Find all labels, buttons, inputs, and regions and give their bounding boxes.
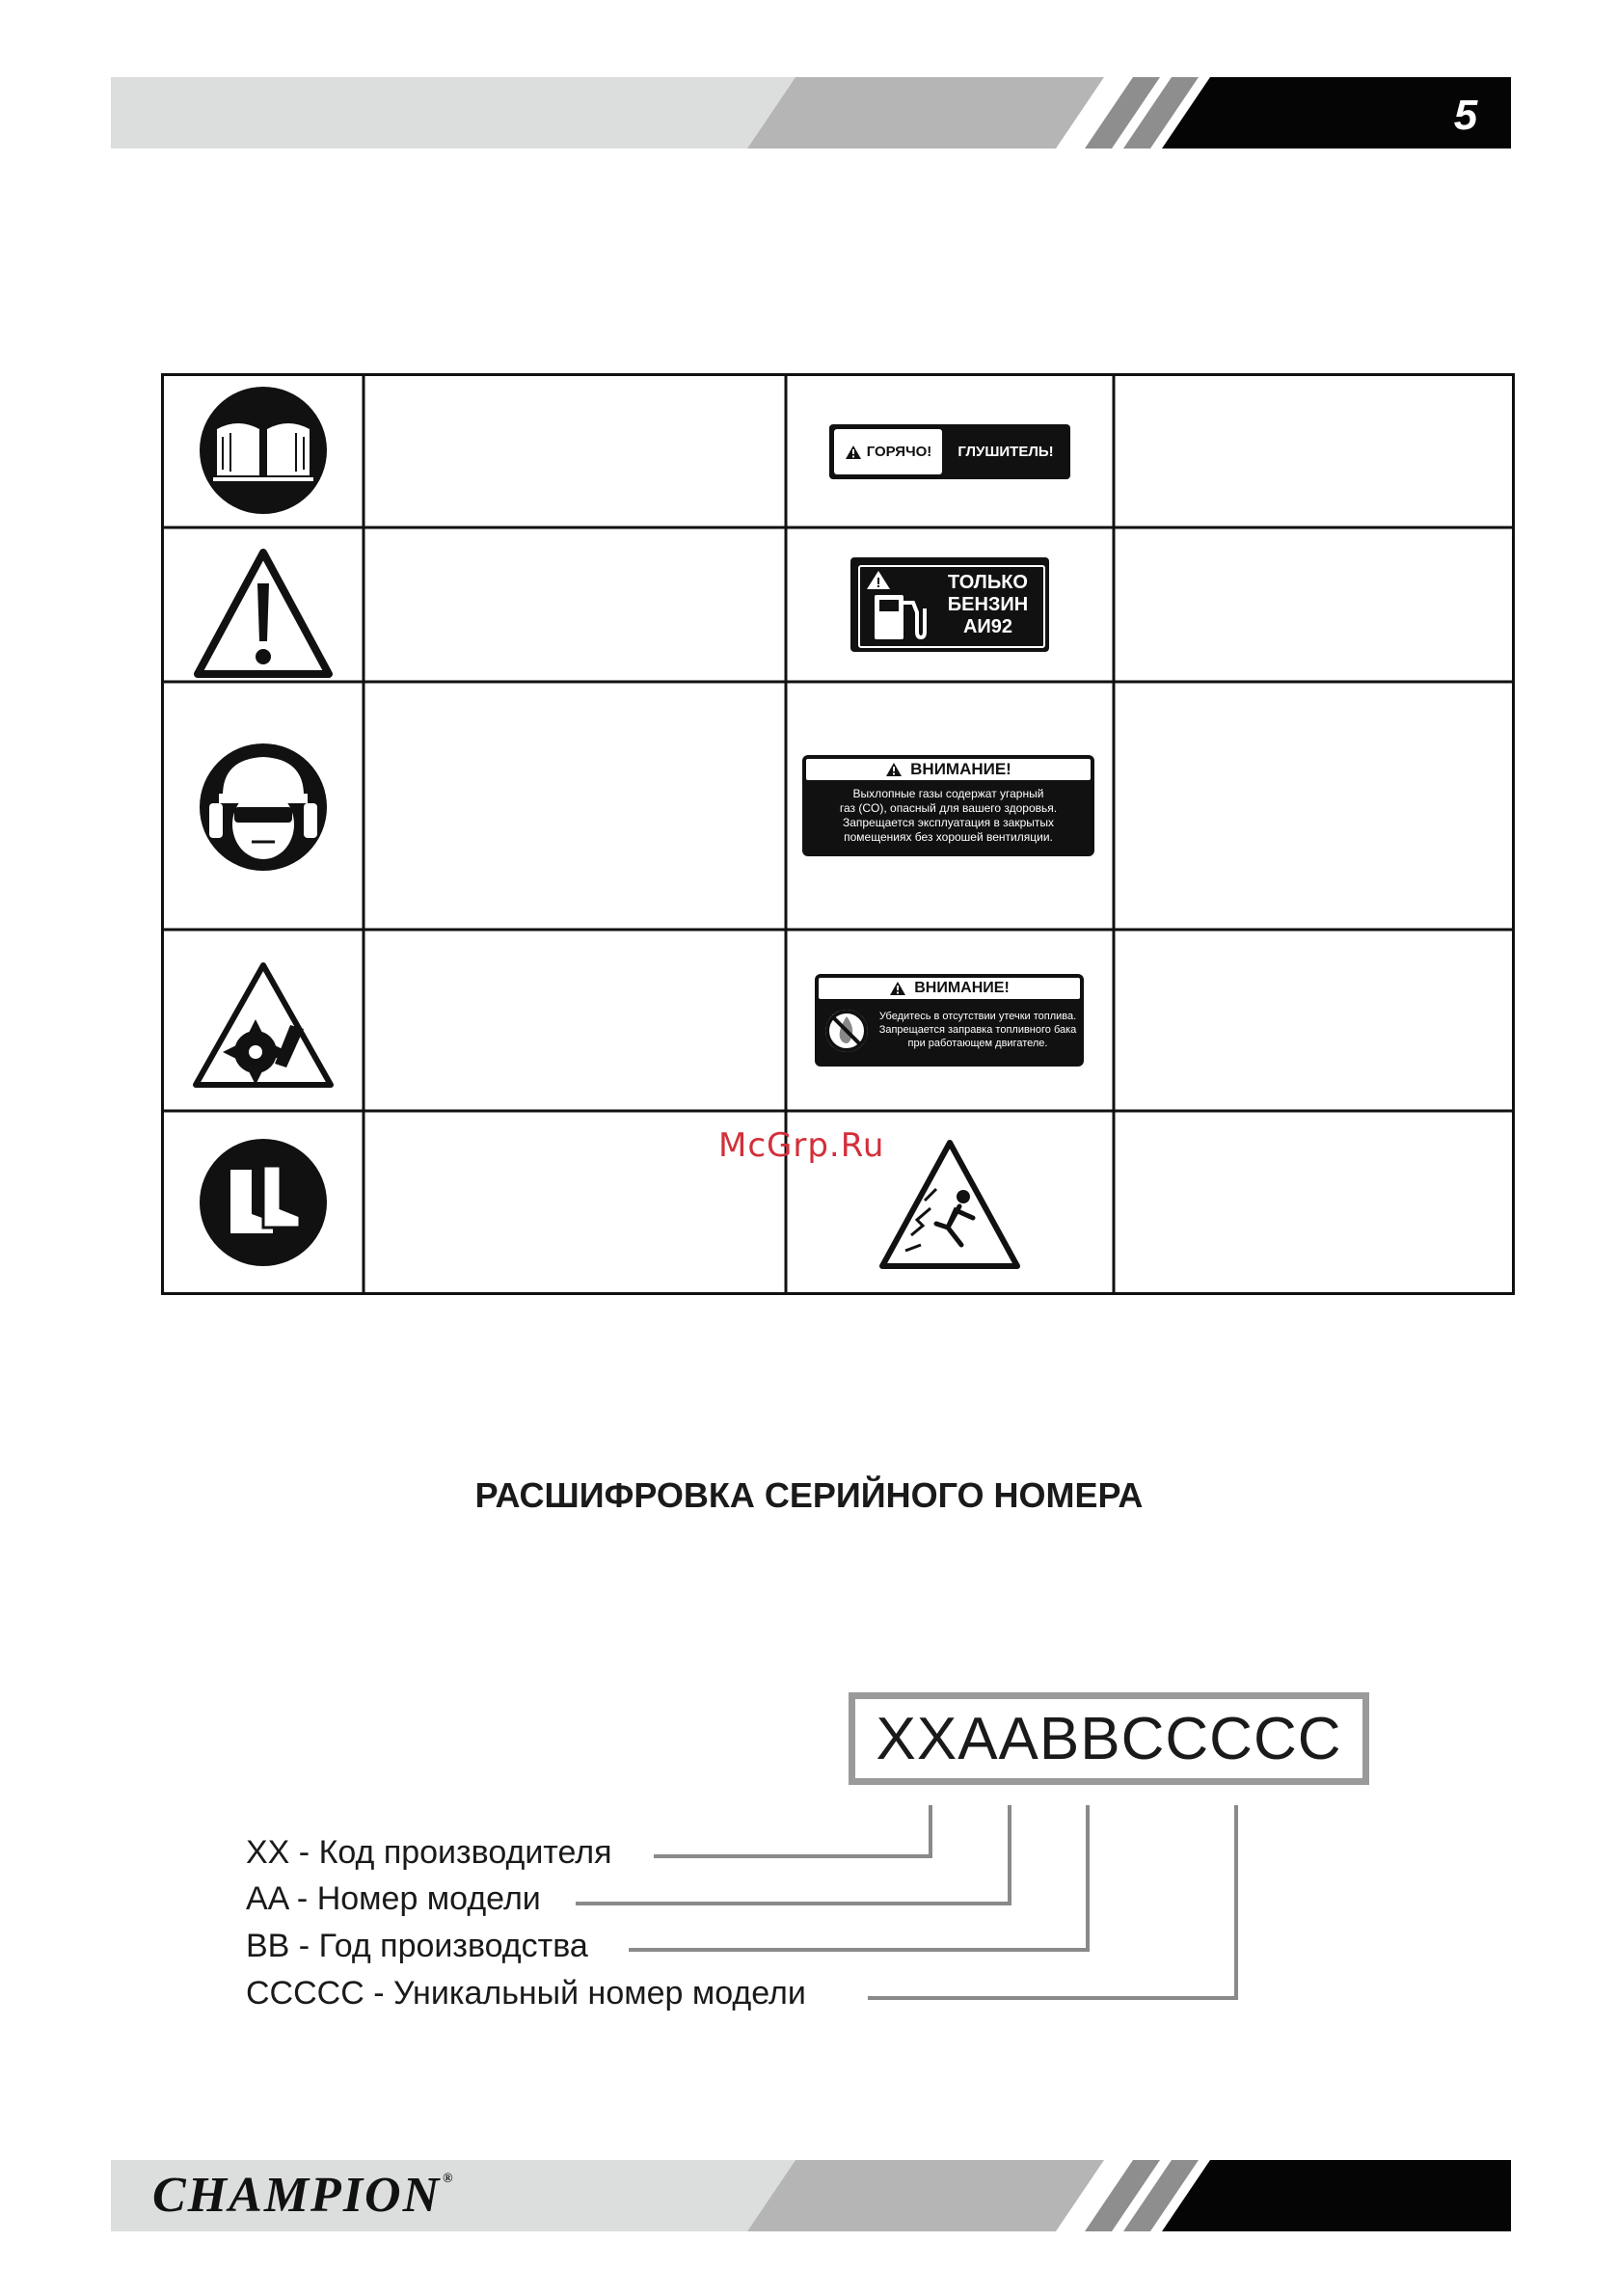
co-line-1: Выхлопные газы содержат угарный (852, 787, 1044, 800)
fuel-line-2: БЕНЗИН (947, 594, 1029, 615)
muffler-text: ГЛУШИТЕЛЬ! (957, 444, 1054, 460)
watermark: McGrp.Ru (718, 1126, 885, 1165)
fuel-leak-line-3: при работающем двигателе. (907, 1038, 1048, 1049)
legend-unique-number: CCCCC - Уникальный номер модели (246, 1975, 806, 2012)
page-number: 5 (1453, 92, 1478, 139)
fuel-line-3: АИ92 (962, 616, 1013, 637)
fuel-leak-title: ВНИМАНИЕ! (914, 980, 1010, 996)
serial-number-format: XXAABBCCCCC (876, 1705, 1342, 1772)
hot-text: ГОРЯЧО! (866, 444, 932, 460)
co-line-3: Запрещается эксплуатация в закрытых (842, 816, 1055, 829)
champion-logo (152, 2165, 455, 2227)
co-line-4: помещениях без хорошей вентиляции. (844, 830, 1053, 844)
fuel-line-1: ТОЛЬКО (948, 572, 1028, 593)
registered-mark: ® (443, 2172, 455, 2186)
legend-model-number: AA - Номер модели (246, 1880, 541, 1917)
legend-manufacturer-code: XX - Код производителя (246, 1834, 612, 1871)
legend-production-year: BB - Год производства (246, 1928, 588, 1964)
co-warning-title: ВНИМАНИЕ! (910, 760, 1011, 778)
serial-section-title: РАСШИФРОВКА СЕРИЙНОГО НОМЕРА (474, 1475, 1144, 1515)
brand-name: CHAMPION (152, 2168, 442, 2223)
fuel-leak-line-2: Запрещается заправка топливного бака (878, 1024, 1077, 1036)
co-line-2: газ (CO), опасный для вашего здоровья. (839, 801, 1058, 815)
fuel-leak-line-1: Убедитесь в отсутствии утечки топлива. (878, 1011, 1077, 1022)
